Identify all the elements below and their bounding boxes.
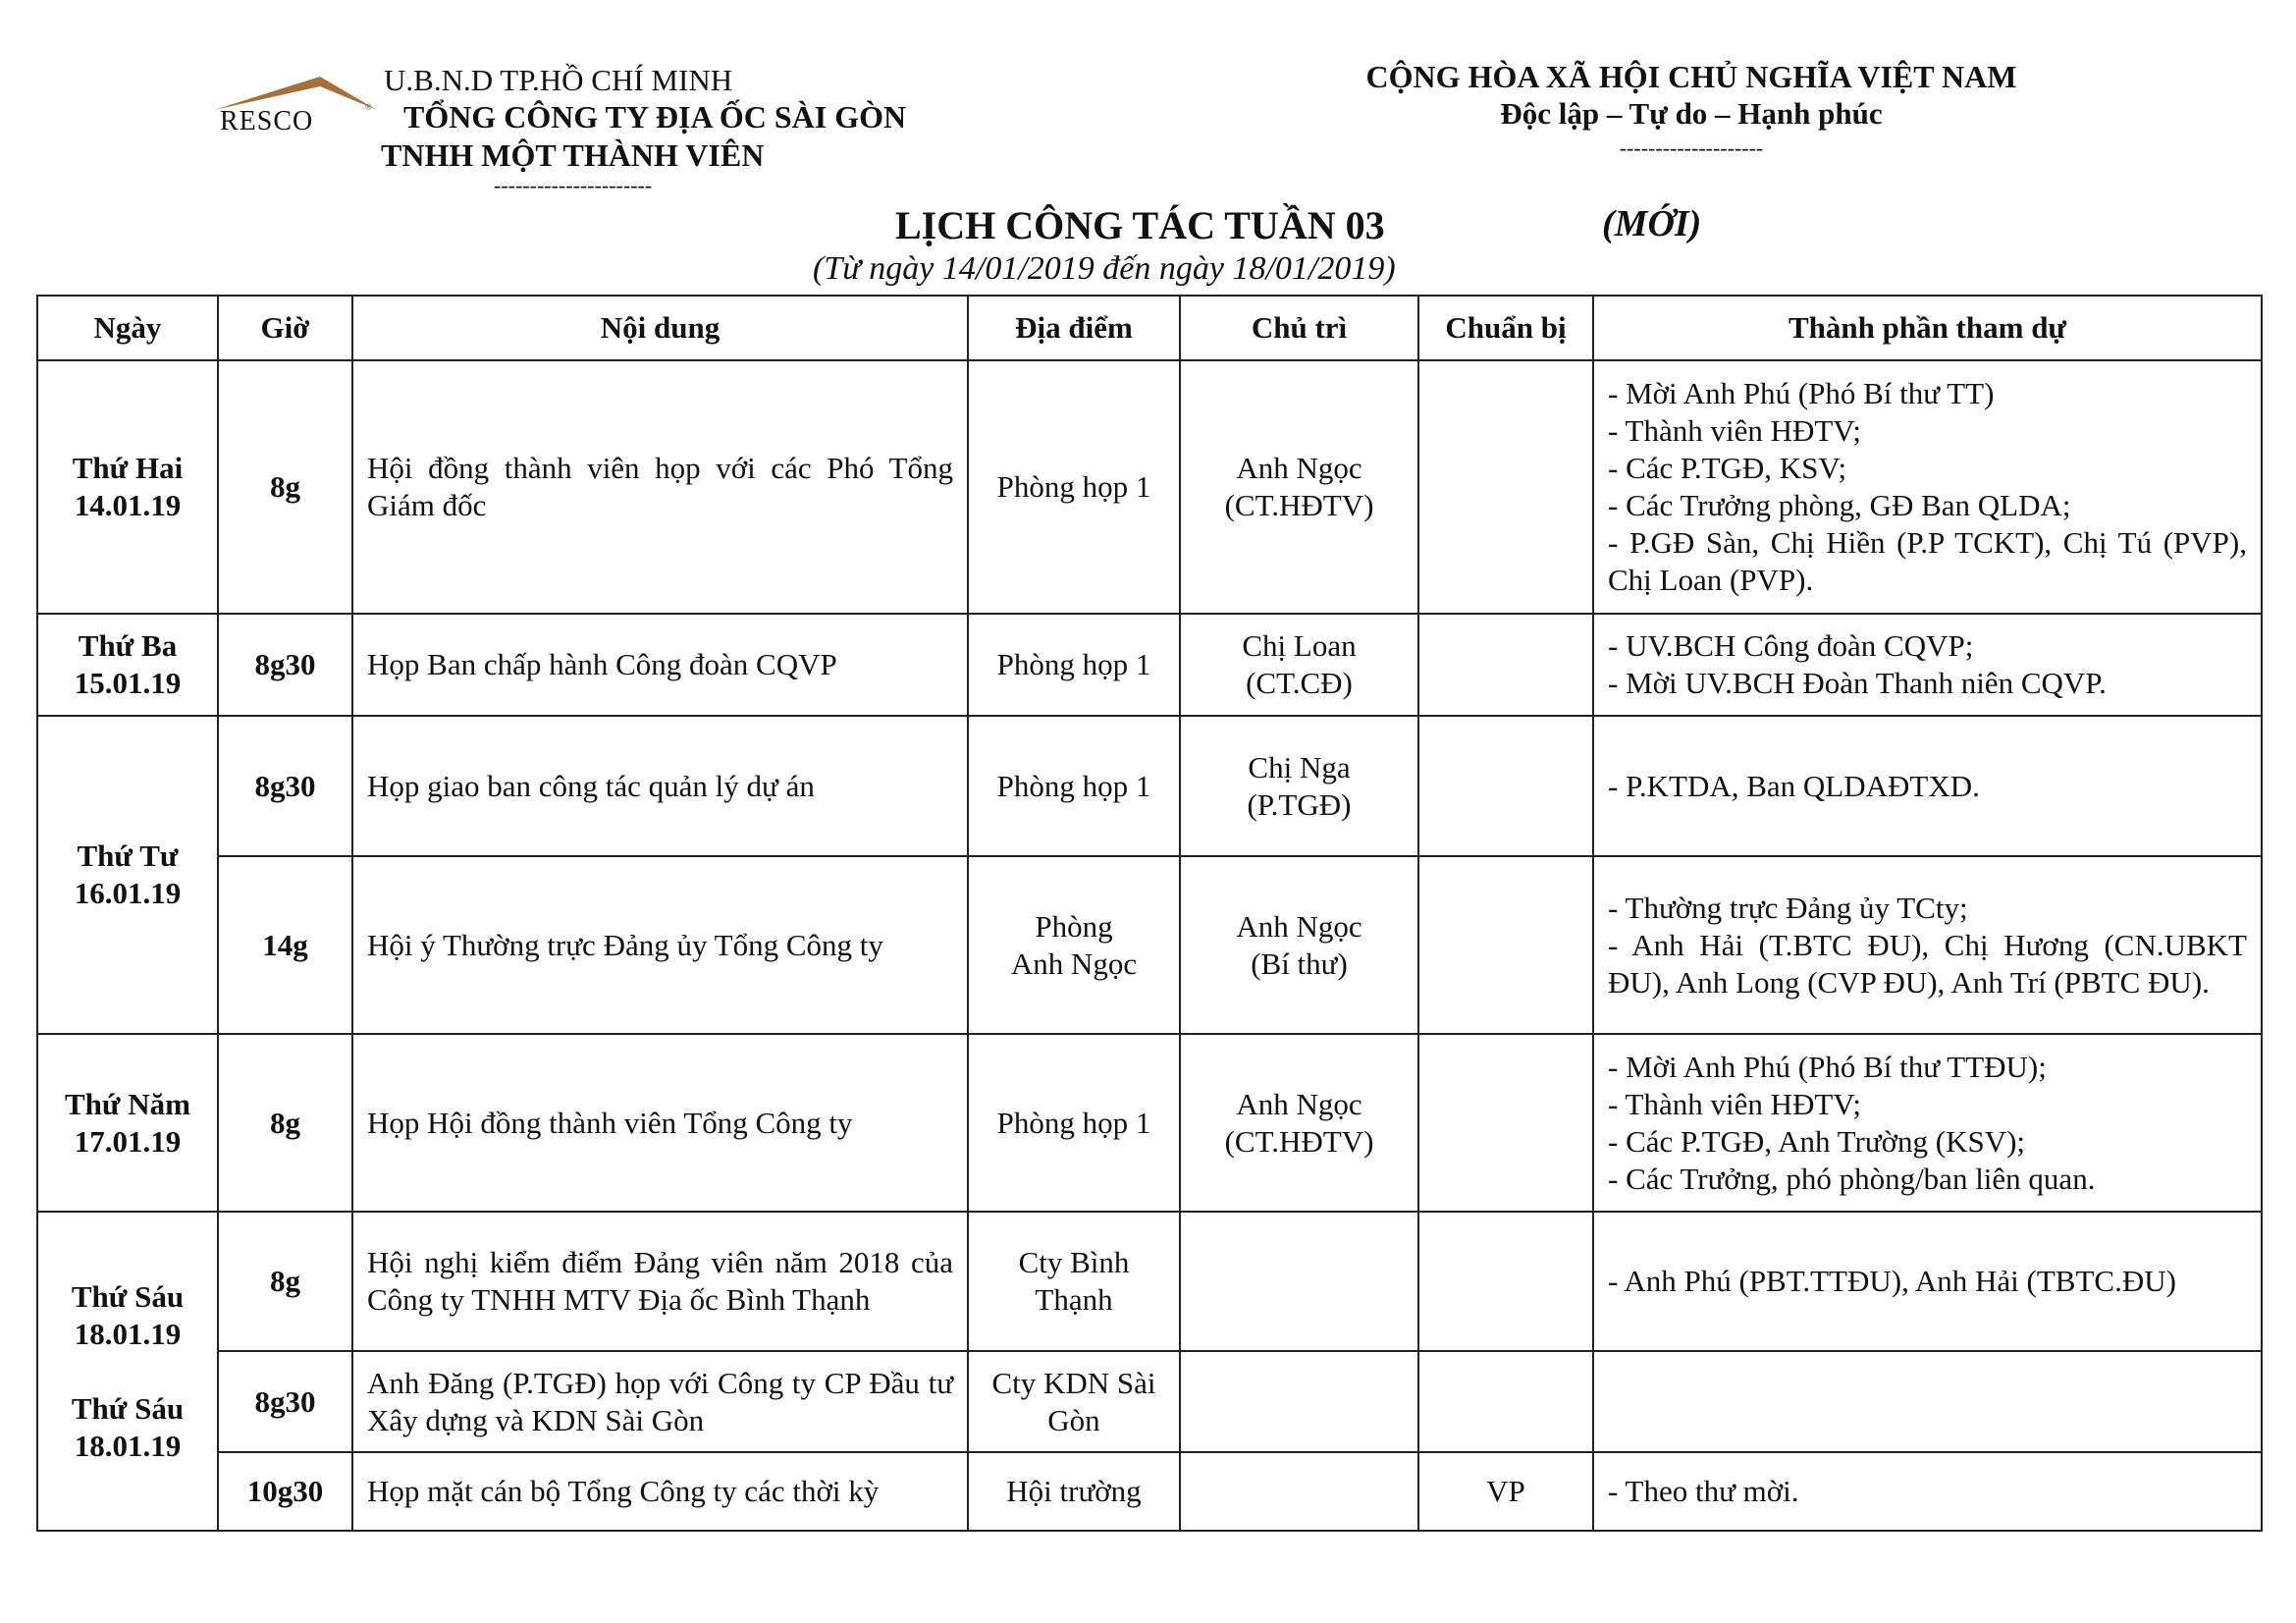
content-cell: Hội đồng thành viên họp với các Phó Tổng Giám đốc [352, 360, 968, 614]
weekday-label: Thứ Năm [65, 1086, 190, 1121]
schedule-row [37, 856, 2262, 1034]
col-header-prep: Chuẩn bị [1418, 296, 1593, 360]
location-line: Thạnh [1035, 1282, 1113, 1317]
chair-cell [1180, 360, 1418, 614]
location-cell [968, 856, 1180, 1034]
day-cell [37, 716, 218, 1034]
location-cell [968, 1452, 1180, 1531]
location-cell [968, 1212, 1180, 1351]
col-header-time: Giờ [218, 296, 352, 360]
chair-cell [1180, 716, 1418, 856]
national-motto: Độc lập – Tự do – Hạnh phúc [1500, 96, 1883, 131]
registered-mark: ® [365, 102, 372, 112]
location-cell [968, 716, 1180, 856]
attendee-line: - Thường trực Đảng ủy TCty; [1608, 890, 1968, 925]
attendees-cell [1593, 614, 2262, 716]
time-cell: 8g [218, 1034, 352, 1212]
national-title: CỘNG HÒA XÃ HỘI CHỦ NGHĨA VIỆT NAM [1365, 59, 2017, 94]
attendee-line: - Mời UV.BCH Đoàn Thanh niên CQVP. [1608, 666, 2107, 700]
attendee-line: - Các P.TGĐ, KSV; [1608, 451, 1847, 485]
prep-cell [1418, 1034, 1593, 1212]
weekday-label: Thứ Ba [78, 628, 178, 663]
content-cell: Họp Hội đồng thành viên Tổng Công ty [352, 1034, 968, 1212]
location-cell [968, 360, 1180, 614]
schedule-row [37, 716, 2262, 856]
schedule-table [36, 295, 2263, 1532]
attendee-line: - Anh Phú (PBT.TTĐU), Anh Hải (TBTC.ĐU) [1608, 1264, 2176, 1298]
chair-line: (Bí thư) [1251, 946, 1348, 981]
chair-line: (CT.HĐTV) [1224, 488, 1374, 522]
attendees-cell [1593, 1351, 2262, 1452]
chair-line: Anh Ngọc [1236, 908, 1362, 944]
location-cell [968, 1034, 1180, 1212]
attendees-cell [1593, 856, 2262, 1034]
chair-line: Anh Ngọc [1236, 1086, 1362, 1121]
table-header-row [37, 296, 2262, 360]
schedule-row [37, 1212, 2262, 1351]
org-parent: U.B.N.D TP.HỒ CHÍ MINH [384, 63, 733, 97]
day-cell [37, 614, 218, 716]
right-divider: -------------------- [1619, 135, 1764, 160]
prep-cell [1418, 1351, 1593, 1452]
chair-line: (CT.CĐ) [1246, 666, 1353, 700]
date-label: 18.01.19 [74, 1316, 182, 1351]
weekday-label: Thứ Sáu [71, 1278, 185, 1314]
schedule-row [37, 1351, 2262, 1452]
chair-cell [1180, 1212, 1418, 1351]
day-cell [37, 360, 218, 614]
location-line: Phòng họp 1 [996, 647, 1151, 681]
attendee-line: - Các P.TGĐ, Anh Trường (KSV); [1608, 1123, 2026, 1159]
schedule-body [37, 360, 2262, 1531]
date-label: 17.01.19 [74, 1123, 182, 1159]
date-label: 14.01.19 [74, 488, 182, 522]
prep-cell [1418, 614, 1593, 716]
attendee-line: - UV.BCH Công đoàn CQVP; [1608, 628, 1974, 663]
time-cell: 8g30 [218, 614, 352, 716]
time-cell: 8g [218, 1212, 352, 1351]
chair-cell [1180, 614, 1418, 716]
chair-line: Chị Nga [1248, 749, 1351, 784]
prep-cell [1418, 716, 1593, 856]
date-label: 16.01.19 [74, 876, 182, 910]
time-cell: 8g30 [218, 716, 352, 856]
weekday-label: Thứ Tư [77, 839, 179, 873]
weekday-label: Thứ Sáu [71, 1390, 185, 1426]
attendees-cell [1593, 360, 2262, 614]
chair-line: (P.TGĐ) [1247, 786, 1352, 822]
org-name: TỔNG CÔNG TY ĐỊA ỐC SÀI GÒN [403, 99, 907, 135]
schedule-row [37, 614, 2262, 716]
time-cell: 14g [218, 856, 352, 1034]
location-cell [968, 1351, 1180, 1452]
logo-text: RESCO [220, 106, 314, 136]
location-line: Gòn [1047, 1402, 1100, 1437]
day-cell [37, 1034, 218, 1212]
chair-line: Chị Loan [1242, 628, 1357, 663]
attendee-line: - Các Trưởng, phó phòng/ban liên quan. [1608, 1161, 2096, 1196]
location-line: Phòng họp 1 [996, 768, 1151, 803]
content-cell: Họp giao ban công tác quản lý dự án [352, 716, 968, 856]
content-cell: Anh Đăng (P.TGĐ) họp với Công ty CP Đầu tư Xây dựng và KDN Sài Gòn [352, 1351, 968, 1452]
location-line: Phòng [1035, 908, 1113, 944]
attendee-line: - Thành viên HĐTV; [1608, 1086, 1861, 1121]
day-gap [52, 1353, 203, 1390]
attendee-line: - Các Trưởng phòng, GĐ Ban QLDA; [1608, 488, 2071, 522]
content-cell: Họp mặt cán bộ Tổng Công ty các thời kỳ [352, 1452, 968, 1531]
resco-logo [214, 73, 381, 134]
attendee-line: - P.GĐ Sàn, Chị Hiền (P.P TCKT), Chị Tú (PVP), Chị Loan (PVP). [1608, 525, 2247, 597]
chair-line: Anh Ngọc [1236, 451, 1362, 485]
content-cell: Họp Ban chấp hành Công đoàn CQVP [352, 614, 968, 716]
prep-cell: VP [1418, 1452, 1593, 1531]
attendees-cell [1593, 1452, 2262, 1531]
content-cell: Hội nghị kiểm điểm Đảng viên năm 2018 của Công ty TNHH MTV Địa ốc Bình Thạnh [352, 1212, 968, 1351]
location-line: Cty KDN Sài [991, 1365, 1156, 1400]
document-title: LỊCH CÔNG TÁC TUẦN 03 [895, 203, 1385, 247]
attendee-line: - Mời Anh Phú (Phó Bí thư TT) [1608, 376, 1995, 410]
attendees-cell [1593, 1034, 2262, 1212]
date-label: 18.01.19 [74, 1428, 182, 1463]
col-header-day: Ngày [37, 296, 218, 360]
time-cell: 10g30 [218, 1452, 352, 1531]
prep-cell [1418, 1212, 1593, 1351]
day-cell [37, 1212, 218, 1531]
col-header-attendees: Thành phần tham dự [1593, 296, 2262, 360]
time-cell: 8g30 [218, 1351, 352, 1452]
attendee-line: - Mời Anh Phú (Phó Bí thư TTĐU); [1608, 1049, 2047, 1084]
location-line: Phòng họp 1 [996, 1105, 1151, 1140]
time-cell: 8g [218, 360, 352, 614]
chair-cell [1180, 1452, 1418, 1531]
location-line: Phòng họp 1 [996, 469, 1151, 504]
schedule-row [37, 1034, 2262, 1212]
chair-line: (CT.HĐTV) [1224, 1123, 1374, 1159]
col-header-content: Nội dung [352, 296, 968, 360]
attendee-line: - Thành viên HĐTV; [1608, 413, 1861, 448]
chair-cell [1180, 1351, 1418, 1452]
attendee-line: - Theo thư mời. [1608, 1474, 1799, 1508]
location-cell [968, 614, 1180, 716]
schedule-row [37, 360, 2262, 614]
attendee-line: - Anh Hải (T.BTC ĐU), Chị Hương (CN.UBKT ĐU), Anh Long (CVP ĐU), Anh Trí (PBTC ĐU). [1608, 927, 2247, 1000]
chair-cell [1180, 856, 1418, 1034]
location-line: Cty Bình [1018, 1245, 1130, 1279]
location-line: Anh Ngọc [1010, 946, 1138, 981]
attendees-cell [1593, 716, 2262, 856]
content-cell: Hội ý Thường trực Đảng ủy Tổng Công ty [352, 856, 968, 1034]
left-divider: ---------------------- [494, 173, 653, 197]
schedule-row [37, 1452, 2262, 1531]
attendee-line: - P.KTDA, Ban QLDAĐTXD. [1608, 768, 1980, 803]
col-header-location: Địa điểm [968, 296, 1180, 360]
date-label: 15.01.19 [74, 666, 182, 700]
prep-cell [1418, 856, 1593, 1034]
weekday-label: Thứ Hai [72, 451, 184, 485]
date-range: (Từ ngày 14/01/2019 đến ngày 18/01/2019) [813, 250, 1396, 287]
prep-cell [1418, 360, 1593, 614]
location-line: Hội trường [1006, 1474, 1142, 1508]
col-header-chair: Chủ trì [1180, 296, 1418, 360]
attendees-cell [1593, 1212, 2262, 1351]
chair-cell [1180, 1034, 1418, 1212]
new-badge: (MỚI) [1602, 203, 1702, 244]
org-type: TNHH MỘT THÀNH VIÊN [381, 137, 765, 173]
